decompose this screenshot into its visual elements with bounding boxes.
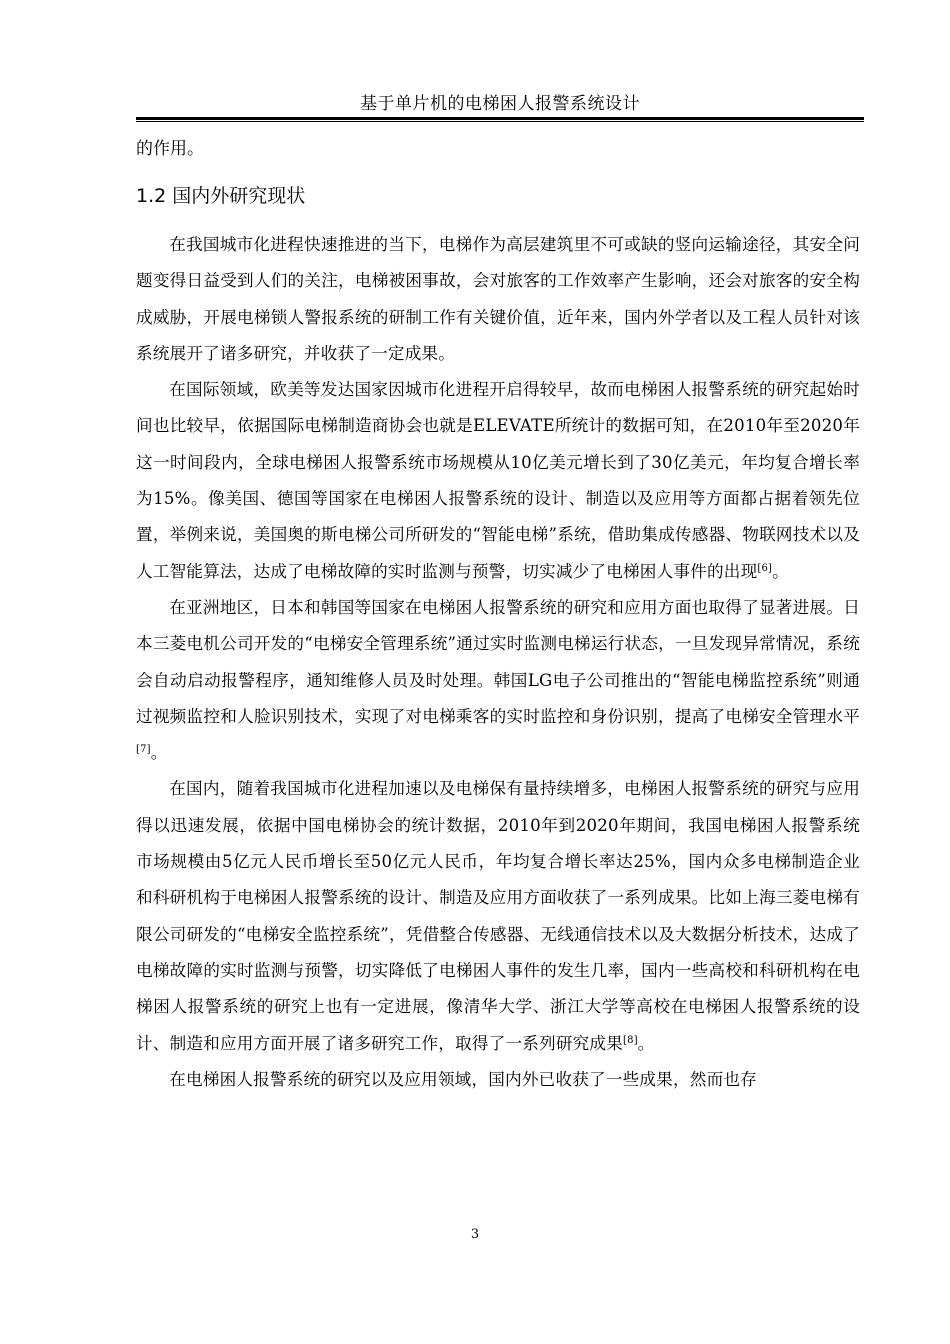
header-rule-thin <box>136 121 864 122</box>
section-heading <box>136 181 860 211</box>
citation-marker: [8] <box>623 1034 638 1046</box>
paragraph-tail: 。 <box>772 561 789 581</box>
paragraph-4 <box>136 771 860 1061</box>
citation-marker: [7] <box>136 744 151 756</box>
paragraph-text: 在我国城市化进程快速推进的当下，电梯作为高层建筑里不可或缺的竖向运输途径，其安全问题变得日益受到人们的关注，电梯被困事故，会对旅客的工作效率产生影响，还会对旅客的安全构成威胁，开展电梯锁人警报系统的研制工作有关键价值，近年来，国内外学者以及工程人员针对该系统展开了诸多研究，并收获了一定成果。 <box>136 235 860 363</box>
paragraph-text: 在国际领域，欧美等发达国家因城市化进程开启得较早，故而电梯困人报警系统的研究起始时间也比较早，依据国际电梯制造商协会也就是ELEVATE所统计的数据可知，在2010年至2020年这一时间段内，全球电梯困人报警系统市场规模从10亿美元增长到了30亿美元，年均复合增长率为15%。像美国、德国等国家在电梯困人报警系统的设计、制造以及应用等方面都占据着领先位置，举例来说，美国奥的斯电梯公司所研发的“智能电梯”系统，借助集成传感器、物联网技术以及人工智能算法，达成了电梯故障的实时监测与预警，切实减少了电梯困人事件的出现 <box>136 380 860 581</box>
paragraph-tail: 。 <box>637 1033 655 1053</box>
paragraph-3 <box>136 590 860 771</box>
paragraph-text: 在国内，随着我国城市化进程加速以及电梯保有量持续增多，电梯困人报警系统的研究与应用得以迅速发展，依据中国电梯协会的统计数据，2010年到2020年期间，我国电梯困人报警系统市场规模由5亿元人民币增长至50亿元人民币，年均复合增长率达25%，国内众多电梯制造企业和科研机构于电梯困人报警系统的设计、制造及应用方面收获了一系列成果。比如上海三菱电梯有限公司研发的“电梯安全监控系统”，凭借整合传感器、无线通信技术以及大数据分析技术，达成了电梯故障的实时监测与预警，切实降低了电梯困人事件的发生几率，国内一些高校和科研机构在电梯困人报警系统的研究上也有一定进展，像清华大学、浙江大学等高校在电梯困人报警系统的设计、制造和应用方面开展了诸多研究工作，取得了一系列研究成果 <box>136 779 860 1053</box>
section-number: 1.2 <box>136 185 167 207</box>
page-body <box>136 132 860 1098</box>
continuation-text: 的作用。 <box>136 139 204 159</box>
page-number: 3 <box>470 1227 480 1242</box>
paragraph-text: 在亚洲地区，日本和韩国等国家在电梯困人报警系统的研究和应用方面也取得了显著进展。日本三菱电机公司开发的“电梯安全管理系统”通过实时监测电梯运行状态，一旦发现异常情况，系统会自动启动报警程序，通知维修人员及时处理。韩国LG电子公司推出的“智能电梯监控系统”则通过视频监控和人脸识别技术，实现了对电梯乘客的实时监控和身份识别，提高了电梯安全管理水平 <box>136 597 860 726</box>
section-title: 国内外研究现状 <box>172 185 306 207</box>
paragraph-tail: 。 <box>150 743 168 763</box>
paragraph-text: 在电梯困人报警系统的研究以及应用领域，国内外已收获了一些成果，然而也存 <box>169 1069 757 1089</box>
citation-marker: [6] <box>757 562 773 574</box>
running-header: 基于单片机的电梯困人报警系统设计 <box>360 94 640 114</box>
paragraph-1 <box>136 227 860 372</box>
header-rule-thick <box>136 117 864 120</box>
paragraph-5 <box>136 1062 860 1098</box>
paragraph-2 <box>136 372 860 590</box>
